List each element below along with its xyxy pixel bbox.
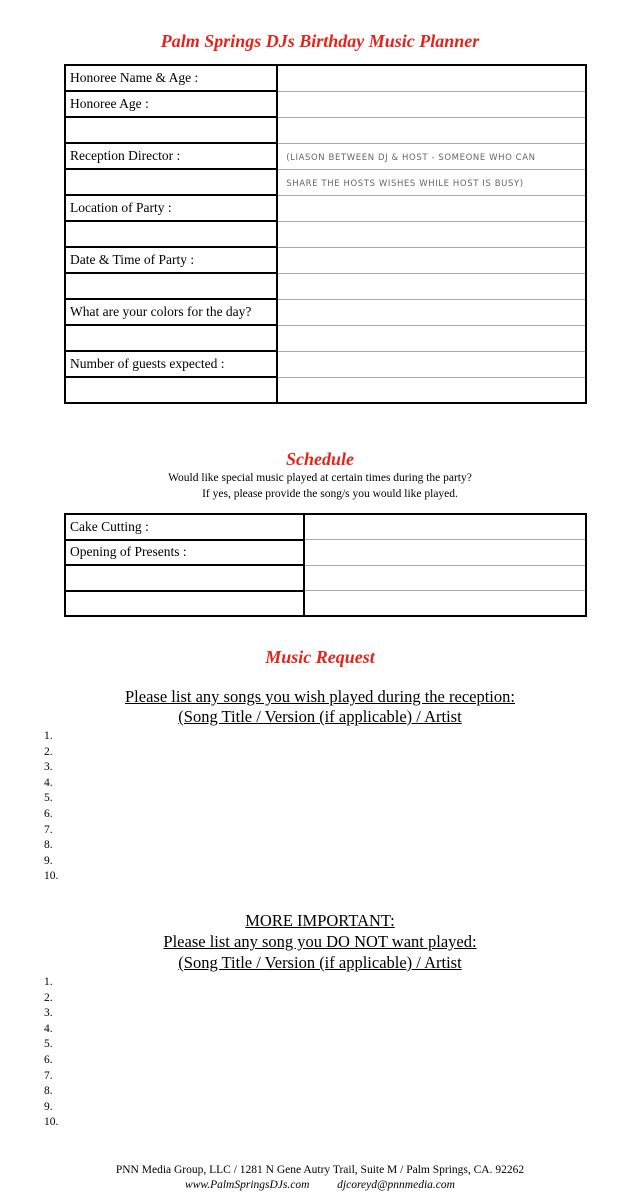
more-important-heading: MORE IMPORTANT: [245,911,395,930]
music-request-list-item: 1. [44,730,53,742]
info-label: Honoree Age : [65,91,277,117]
info-label: Honoree Name & Age : [65,65,277,91]
schedule-row [65,591,586,617]
info-label [65,377,277,403]
schedule-value-field[interactable] [304,565,586,591]
do-not-play-list-item: 1. [44,976,53,988]
schedule-label: Cake Cutting : [65,514,304,540]
schedule-title: Schedule [285,449,354,469]
music-request-list-item: 7. [44,823,53,836]
music-request-list [44,729,58,885]
footer-email-link[interactable]: djcoreyd@pnnmedia.com [337,1179,455,1191]
info-row [65,299,586,325]
do-not-play-list-item: 10. [44,1116,59,1129]
schedule-value-field[interactable] [304,514,586,540]
info-row [65,221,586,247]
schedule-row [65,514,586,540]
info-value-field[interactable] [277,195,586,221]
do-not-play-list-item: 3. [44,1007,53,1020]
schedule-instructions-1: Would like special music played at certain times during the party? [168,472,472,484]
info-row [65,377,586,403]
info-value-field[interactable] [277,169,586,195]
footer-website-link[interactable]: www.PalmSpringsDJs.com [185,1179,310,1191]
schedule-table [64,513,587,617]
info-label [65,169,277,195]
schedule-label [65,565,304,591]
do-not-play-list [44,975,58,1131]
info-row [65,195,586,221]
info-label: Number of guests expected : [65,351,277,377]
info-row [65,169,586,195]
music-request-instructions-2: (Song Title / Version (if applicable) / Artist [178,707,462,726]
info-value-field[interactable] [277,91,586,117]
page-title: Palm Springs DJs Birthday Music Planner [160,31,480,51]
info-value-field[interactable] [277,299,586,325]
do-not-play-instructions-1: Please list any song you DO NOT want played: [163,932,477,951]
schedule-label: Opening of Presents : [65,540,304,566]
info-label [65,117,277,143]
music-request-title: Music Request [265,647,375,667]
schedule-instructions-2: If yes, please provide the song/s you would like played. [202,488,458,500]
info-value-field[interactable] [277,351,586,377]
info-row [65,91,586,117]
do-not-play-list-item: 9. [44,1100,53,1113]
music-request-list-item: 4. [44,776,53,789]
do-not-play-list-item: 5. [44,1038,53,1051]
schedule-label [65,591,304,617]
schedule-row [65,565,586,591]
info-row [65,247,586,273]
do-not-play-instructions-2: (Song Title / Version (if applicable) / Artist [178,953,462,972]
schedule-value-field[interactable] [304,540,586,566]
info-label: Reception Director : [65,143,277,169]
info-value-field[interactable] [277,65,586,91]
footer-contact [0,1179,640,1191]
do-not-play-list-item: 4. [44,1022,53,1035]
info-row [65,325,586,351]
info-label: Location of Party : [65,195,277,221]
music-request-list-item: 6. [44,807,53,820]
info-row [65,65,586,91]
schedule-value-field[interactable] [304,591,586,617]
do-not-play-list-item: 7. [44,1069,53,1082]
info-label [65,273,277,299]
info-row [65,143,586,169]
info-row [65,351,586,377]
music-request-instructions-1: Please list any songs you wish played during the reception: [125,687,515,706]
info-value-field[interactable] [277,221,586,247]
music-request-list-item: 2. [44,745,53,758]
info-row [65,273,586,299]
do-not-play-list-item: 8. [44,1085,53,1098]
info-value: SHARE THE HOSTS WISHES WHILE HOST IS BUSY) [286,179,524,189]
info-label: Date & Time of Party : [65,247,277,273]
do-not-play-list-item: 6. [44,1053,53,1066]
info-value-field[interactable] [277,143,586,169]
info-value-field[interactable] [277,273,586,299]
music-request-list-item: 5. [44,792,53,805]
info-label [65,221,277,247]
info-value-field[interactable] [277,325,586,351]
footer-address: PNN Media Group, LLC / 1281 N Gene Autry Trail, Suite M / Palm Springs, CA. 92262 [115,1164,525,1176]
music-request-list-item: 9. [44,854,53,867]
info-value-field[interactable] [277,247,586,273]
schedule-row [65,540,586,566]
do-not-play-list-item: 2. [44,991,53,1004]
info-row [65,117,586,143]
info-value-field[interactable] [277,117,586,143]
honoree-info-table [64,64,587,404]
info-label [65,325,277,351]
music-request-list-item: 8. [44,839,53,852]
info-value-field[interactable] [277,377,586,403]
info-label: What are your colors for the day? [65,299,277,325]
music-request-list-item: 3. [44,761,53,774]
info-value: (LIASON BETWEEN DJ & HOST - SOMEONE WHO CAN [286,153,536,163]
music-request-list-item: 10. [44,870,59,883]
